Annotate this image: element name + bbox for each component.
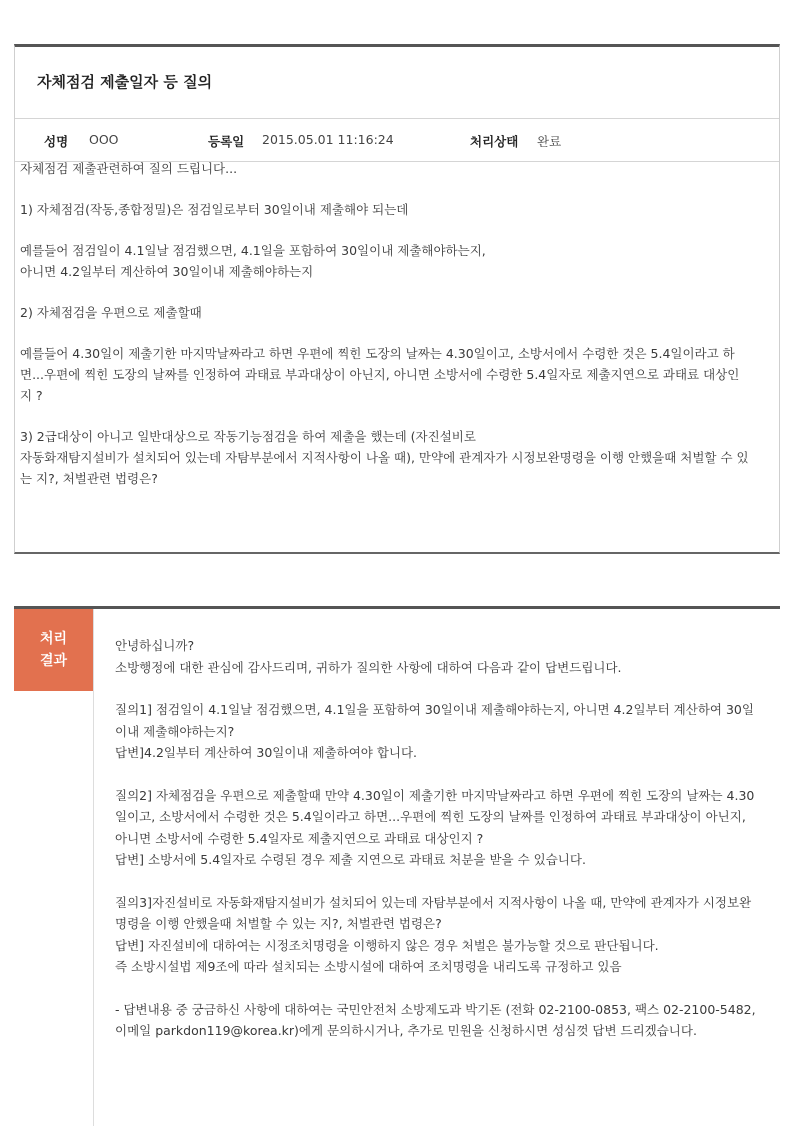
date-label: 등록일 [208, 134, 245, 149]
question-line: 2) 자체점검을 우편으로 제출할때 [20, 305, 202, 320]
question-line: 1) 자체점검(작동,종합정밀)은 점검일로부터 30일이내 제출해야 되는데 [20, 202, 409, 217]
answer-line: 안녕하십니까? [115, 638, 195, 653]
answer-paragraph [115, 892, 760, 978]
answer-line: 질의3]자진설비로 자동화재탐지설비가 설치되어 있는데 자탐부분에서 지적사항이 나올 때, 만약에 관계자가 시정보완명령을 이행 안했을때 처벌할 수 있는 지?, 처벌관련 법령은? [115, 894, 752, 931]
answer-line: - 답변내용 중 궁금하신 사항에 대하여는 국민안전처 소방제도과 박기돈 (전화 02-2100-0853, 팩스 02-2100-5482, 이메일 parkdon119@korea.kr)에게 문의하시거나, 추가로 민원을 신청하시면 성심껏 답변 드리겠습니다. [115, 1001, 756, 1038]
question-line: 자체점검 제출관련하여 질의 드립니다... [20, 161, 238, 176]
status-label: 처리상태 [470, 134, 519, 149]
question-line: 자동화재탐지설비가 설치되어 있는데 자탐부분에서 지적사항이 나올 때), 만약에 관계자가 시정보완명령을 이행 안했을때 처벌할 수 있는 지?, 처벌관련 법령은? [20, 450, 749, 486]
question-line: 3) 2급대상이 아니고 일반대상으로 작동기능점검을 하여 제출을 했는데 (자진설비로 [20, 429, 476, 444]
question-title: 자체점검 제출일자 등 질의 [37, 73, 213, 91]
meta-row [15, 118, 779, 162]
answer-paragraph [115, 785, 760, 871]
question-paragraph [20, 240, 750, 282]
date-value: 2015.05.01 11:16:24 [262, 132, 394, 147]
status-value: 완료 [537, 134, 562, 149]
answer-panel [14, 606, 780, 1123]
answer-paragraph [115, 999, 760, 1042]
question-paragraph [20, 426, 750, 489]
name-label: 성명 [44, 134, 69, 149]
question-paragraph [20, 343, 750, 406]
answer-line: 답변] 자진설비에 대하여는 시정조치명령을 이행하지 않은 경우 처벌은 불가능할 것으로 판단됩니다. [115, 937, 659, 953]
answer-body [115, 635, 760, 1063]
answer-line: 질의1] 점검일이 4.1일날 점검했으면, 4.1일을 포함하여 30일이내 제출해야하는지, 아니면 4.2일부터 계산하여 30일이내 제출해야하는지? [115, 702, 754, 739]
question-paragraph [20, 302, 750, 323]
answer-line: 질의2] 자체점검을 우편으로 제출할때 만약 4.30일이 제출기한 마지막날짜라고 하면 우편에 찍힌 도장의 날짜는 4.30일이고, 소방서에서 수령한 것은 5.4일이라고 하면...우편에 찍힌 도장의 날짜를 인정하여 과태료 부과대상이 아닌지, 아니면 소방서에 수령한 5.4일자로 제출지연으로 과태료 대상인지 ? [115, 787, 755, 846]
answer-line: 답변]4.2일부터 계산하여 30일이내 제출하여야 합니다. [115, 745, 418, 760]
result-badge [14, 609, 93, 691]
question-body [20, 158, 750, 509]
question-line: 예를들어 4.30일이 제출기한 마지막날짜라고 하면 우편에 찍힌 도장의 날짜는 4.30일이고, 소방서에서 수령한 것은 5.4일이라고 하면...우편에 찍힌 도장의 날짜를 인정하여 과태료 부과대상이 아닌지, 아니면 소방서에 수령한 5.4일자로 제출지연으로 과태료 대상인지 ? [20, 346, 740, 403]
answer-paragraph [115, 699, 760, 764]
badge-line: 처리 [39, 631, 68, 647]
answer-line: 즉 소방시설법 제9조에 따라 설치되는 소방시설에 대하여 조치명령을 내리도록 규정하고 있음 [115, 959, 622, 974]
answer-line: 소방행정에 대한 관심에 감사드리며, 귀하가 질의한 사항에 대하여 다음과 같이 답변드립니다. [115, 659, 622, 675]
question-paragraph [20, 199, 750, 220]
answer-paragraph [115, 635, 760, 678]
question-line: 아니면 4.2일부터 계산하여 30일이내 제출해야하는지 [20, 264, 314, 279]
name-value: OOO [89, 132, 119, 147]
badge-line: 결과 [39, 653, 68, 669]
answer-line: 답변] 소방서에 5.4일자로 수령된 경우 제출 지연으로 과태료 처분을 받을 수 있습니다. [115, 852, 586, 867]
question-line: 예를들어 점검일이 4.1일날 점검했으면, 4.1일을 포함하여 30일이내 제출해야하는지, [20, 243, 486, 258]
question-paragraph [20, 158, 750, 179]
answer-divider [93, 609, 94, 1126]
